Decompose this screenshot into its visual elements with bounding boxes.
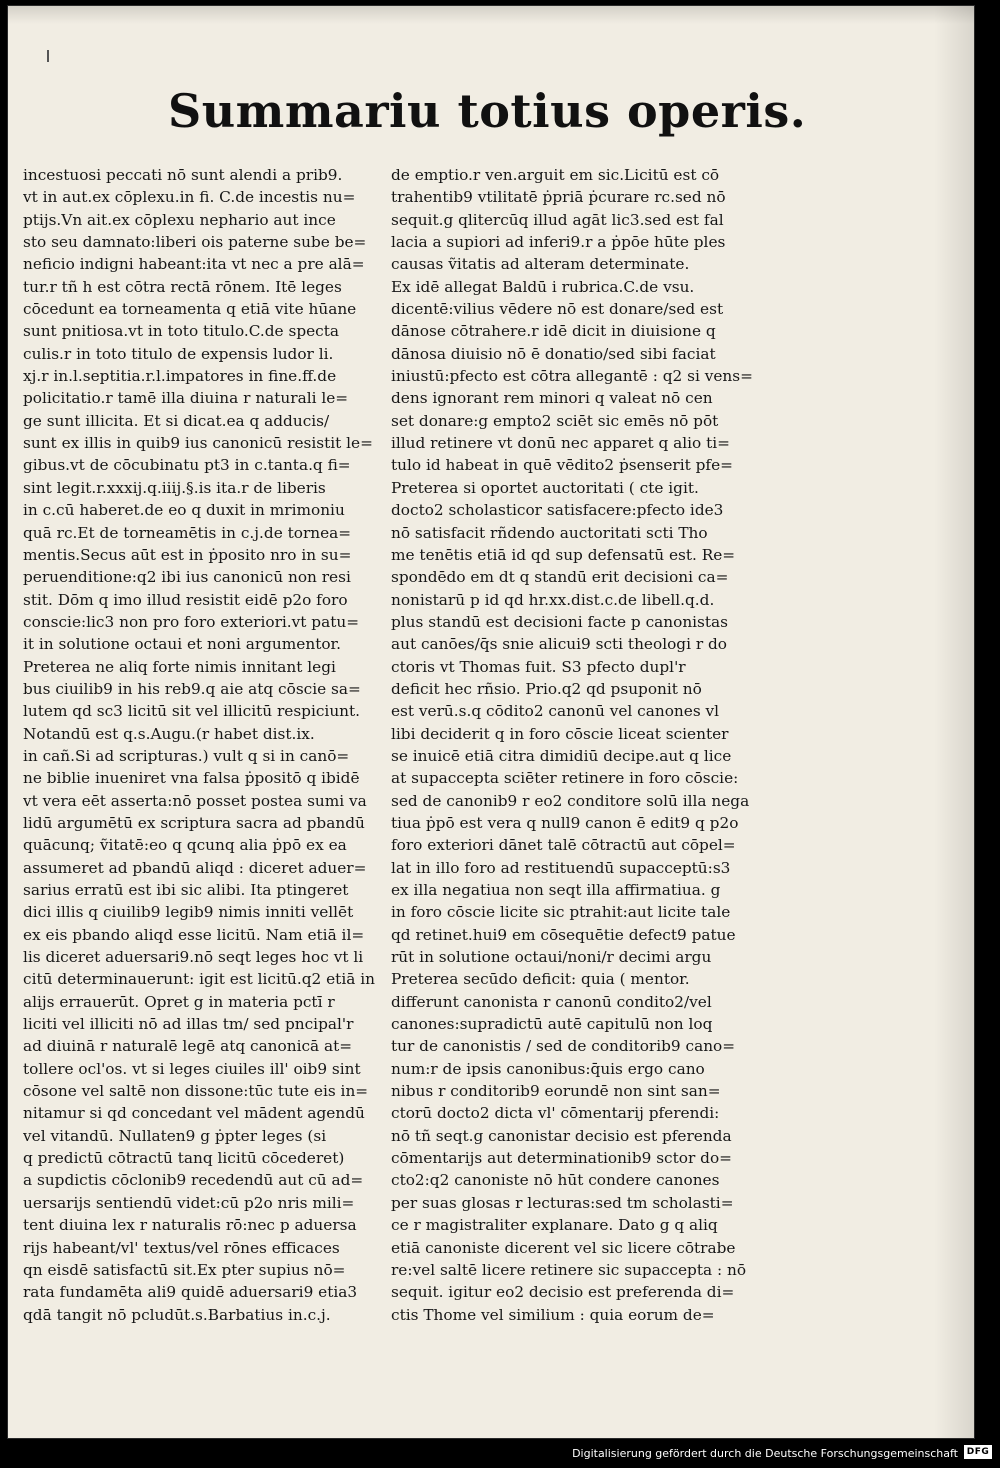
text-line: rata fundamēta ali9 quidē aduersari9 etia3	[23, 1283, 358, 1302]
text-line: liciti vel illiciti nō ad illas tm/ sed pncipal'r	[23, 1015, 354, 1034]
text-line: ne biblie inueniret vna falsa ṗpositō q ibidē	[23, 769, 360, 788]
text-line: ce r magistraliter explanare. Dato g q aliq	[391, 1216, 718, 1235]
text-line: lis diceret aduersari9.nō seqt leges hoc vt li	[23, 948, 364, 967]
text-line: alijs errauerūt. Opret g in materia pctī r	[23, 992, 335, 1011]
text-line: sint legit.r.xxxij.q.iiij.§.is ita.r de liberis	[23, 478, 326, 497]
text-line: tiua ṗpō est vera q null9 canon ē edit9 q p2o	[391, 813, 739, 832]
text-line: illud retinere vt donū nec apparet q alio ti=	[391, 434, 730, 453]
text-line: in c.cū haberet.de eo q duxit in mrimoniu	[23, 501, 345, 520]
text-line: canones:supradictū autē capitulū non loq	[391, 1015, 713, 1034]
text-line: lutem qd sc3 licitū sit vel illicitū respiciunt.	[23, 702, 361, 721]
text-line: sunt pnitiosa.vt in toto titulo.C.de specta	[23, 322, 340, 341]
book-page	[7, 5, 975, 1439]
text-line: plus standū est decisioni facte p canonistas	[391, 612, 729, 631]
text-line: qdā tangit nō pcludūt.s.Barbatius in.c.j.	[23, 1305, 331, 1324]
text-line: q predictū cōtractū tanq licitū cōcederet)	[23, 1149, 345, 1168]
text-line: ctorū docto2 dicta vl' cōmentarij pferendi:	[391, 1104, 720, 1123]
text-line: rijs habeant/vl' textus/vel rōnes efficaces	[23, 1238, 340, 1257]
text-line: qd retinet.hui9 em cōsequētie defect9 patue	[391, 925, 736, 944]
text-line: qn eisdē satisfactū sit.Ex pter supius nō=	[23, 1260, 346, 1279]
text-line: Preterea si oportet auctoritati ( cte igit.	[391, 478, 699, 497]
text-line: cōsone vel saltē non dissone:tūc tute eis in=	[23, 1082, 369, 1101]
text-line: cōcedunt ea torneamenta q etiā vite hūane	[23, 300, 357, 319]
text-line: sarius erratū est ibi sic alibi. Ita ptingeret	[23, 881, 349, 899]
text-line: vel vitandū. Nullaten9 g ṗpter leges (si	[23, 1126, 327, 1145]
text-line: trahentib9 vtilitatē ṗpriā ṗcurare rc.sed nō	[391, 188, 726, 207]
page-edge-shadow	[934, 6, 974, 1438]
left-text-column	[23, 164, 388, 1326]
text-line: gibus.vt de cōcubinatu pt3 in c.tanta.q fi=	[23, 456, 351, 475]
text-line: tur de canonistis / sed de conditorib9 cano=	[391, 1037, 736, 1056]
text-line: at supaccepta sciēter retinere in foro cōscie:	[391, 769, 739, 788]
text-line: etiā canoniste dicerent vel sic licere cōtrabe	[391, 1238, 736, 1257]
text-line: sed de canonib9 r eo2 conditore solū illa nega	[391, 791, 750, 810]
page-title: Summariu totius operis.	[168, 84, 807, 138]
text-line: dānosa diuisio nō ē donatio/sed sibi faciat	[391, 344, 716, 363]
text-line: ctis Thome vel similium : quia eorum de=	[391, 1305, 715, 1324]
dfg-logo: DFG	[964, 1445, 992, 1459]
text-line: conscie:lic3 non pro foro exteriori.vt patu=	[23, 612, 360, 631]
text-line: causas ṽitatis ad alteram determinate.	[391, 255, 690, 274]
text-line: foro exteriori dānet talē cōtractū aut cōpel=	[391, 836, 736, 855]
page-top-shadow	[8, 6, 974, 24]
text-line: num:r de ipsis canonibus:q̄uis ergo cano	[391, 1059, 705, 1078]
text-line: dānose cōtrahere.r idē dicit in diuisione q	[391, 322, 716, 341]
footer-bar	[0, 1440, 1000, 1468]
text-line: citū determinauerunt: igit est licitū.q2 etiā in	[23, 970, 375, 989]
text-line: cto2:q2 canoniste nō hūt condere canones	[391, 1171, 720, 1190]
right-text-column	[391, 164, 767, 1326]
text-line: iniustū:pfecto est cōtra allegantē : q2 si vens=	[391, 367, 753, 386]
text-line: quācunq; ṽitatē:eo q qcunq alia ṗpō ex ea	[23, 836, 347, 855]
text-line: Preterea ne aliq forte nimis innitant legi	[23, 657, 336, 676]
text-line: Ex idē allegat Baldū i rubrica.C.de vsu.	[391, 277, 695, 296]
text-line: nitamur si qd concedant vel mādent agendū	[23, 1104, 365, 1123]
text-line: aut canōes/q̄s snie alicui9 scti theologi r do	[391, 635, 728, 654]
text-line: de emptio.r ven.arguit em sic.Licitū est cō	[391, 166, 720, 184]
text-line: tent diuina lex r naturalis rō:nec p aduersa	[23, 1216, 357, 1235]
text-line: tollere ocl'os. vt si leges ciuiles ill' oib9 sint	[23, 1059, 361, 1078]
text-line: sunt ex illis in quib9 ius canonicū resistit le=	[23, 434, 373, 453]
text-line: cōmentarijs aut determinationib9 sctor do=	[391, 1149, 732, 1168]
text-line: dicentē:vilius vēdere nō est donare/sed est	[391, 300, 724, 319]
text-line: se inuicē etiā citra dimidiū decipe.aut q lice	[391, 746, 732, 765]
text-line: re:vel saltē licere retinere sic supaccepta : nō	[391, 1260, 747, 1279]
text-line: docto2 scholasticor satisfacere:pfecto ide3	[391, 501, 724, 520]
text-line: incestuosi peccati nō sunt alendi a prib9.	[23, 166, 343, 184]
text-line: quā rc.Et de torneamētis in c.j.de tornea=	[23, 523, 352, 542]
text-line: dici illis q ciuilib9 legib9 nimis inniti vellēt	[23, 903, 354, 922]
text-line: ad diuinā r naturalē legē atq canonicā at=	[23, 1037, 353, 1056]
text-line: neficio indigni habeant:ita vt nec a pre alā=	[23, 255, 365, 274]
text-line: mentis.Secus aūt est in ṗposito nro in su=	[23, 545, 352, 564]
text-line: culis.r in toto titulo de expensis ludor li.	[23, 344, 334, 363]
text-line: nonistarū p id qd hr.xx.dist.c.de libell.q.d.	[391, 590, 715, 609]
text-line: Notandū est q.s.Augu.(r habet dist.ix.	[23, 724, 315, 743]
text-line: ge sunt illicita. Et si dicat.ea q adducis/	[23, 411, 330, 430]
text-line: rūt in solutione octaui/noni/r decimi argu	[391, 948, 712, 967]
text-line: Preterea secūdo deficit: quia ( mentor.	[391, 970, 690, 989]
funding-credit: Digitalisierung gefördert durch die Deutsche Forschungsgemeinschaft	[572, 1447, 958, 1460]
text-line: sto seu damnato:liberi ois paterne sube be=	[23, 233, 367, 252]
text-line: per suas glosas r lecturas:sed tm scholasti=	[391, 1193, 734, 1212]
text-line: sequit. igitur eo2 decisio est preferenda di=	[391, 1283, 735, 1302]
text-line: deficit hec rñsio. Prio.q2 qd psuponit nō	[391, 679, 702, 698]
text-line: ex eis pbando aliqd esse licitū. Nam etiā il=	[23, 925, 365, 944]
text-line: est verū.s.q cōdito2 canonū vel canones vl	[391, 702, 720, 721]
text-line: vt in aut.ex cōplexu.in fi. C.de incestis nu=	[23, 188, 356, 207]
text-line: in foro cōscie licite sic ptrahit:aut licite tale	[391, 903, 731, 922]
text-line: tur.r tñ h est cōtra rectā rōnem. Itē leges	[23, 277, 342, 296]
text-line: lat in illo foro ad restituendū supacceptū:s3	[391, 858, 731, 877]
text-line: dens ignorant rem minori q valeat nō cen	[391, 389, 713, 408]
text-line: bus ciuilib9 in his reb9.q aie atq cōscie sa=	[23, 679, 361, 698]
text-line: nō satisfacit rñdendo auctoritati scti Tho	[391, 523, 708, 542]
text-line: assumeret ad pbandū aliqd : diceret aduer=	[23, 858, 367, 877]
text-line: uersarijs sentiendū videt:cū p2o nris mili=	[23, 1193, 355, 1212]
text-line: set donare:g empto2 sciēt sic emēs nō pōt	[391, 411, 719, 430]
text-line: ex illa negatiua non seqt illa affirmatiua. g	[391, 881, 721, 899]
text-line: a supdictis cōclonib9 recedendū aut cū ad=	[23, 1171, 364, 1190]
text-line: ptijs.Vn ait.ex cōplexu nephario aut ince	[23, 210, 336, 229]
text-line: lacia a supiori ad inferi9.r a ṗpōe hūte ples	[391, 233, 726, 252]
text-line: tulo id habeat in quē vēdito2 ṗsenserit pfe=	[391, 456, 733, 475]
text-line: it in solutione octaui et noni argumentor.	[23, 635, 342, 654]
text-line: ctoris vt Thomas fuit. S3 pfecto dupl'r	[391, 657, 686, 676]
text-line: lidū argumētū ex scriptura sacra ad pbandū	[23, 813, 365, 832]
text-line: nō tñ seqt.g canonistar decisio est pferenda	[391, 1126, 732, 1145]
text-line: differunt canonista r canonū condito2/vel	[391, 992, 712, 1011]
text-line: me tenētis etiā id qd sup defensatū est. Re=	[391, 545, 736, 564]
text-line: vt vera eēt asserta:nō posset postea sumi va	[23, 791, 367, 810]
text-line: stit. Dōm q imo illud resistit eidē p2o foro	[23, 590, 348, 609]
text-line: sequit.g qlitercūq illud agāt lic3.sed est fal	[391, 210, 724, 229]
text-line: libi deciderit q in foro cōscie liceat scienter	[391, 724, 729, 743]
text-line: xj.r in.l.septitia.r.l.impatores in fine.ff.de	[23, 367, 337, 386]
text-line: policitatio.r tamē illa diuina r naturali le=	[23, 389, 349, 408]
stray-ink-mark	[47, 50, 49, 62]
text-line: in cañ.Si ad scripturas.) vult q si in canō=	[23, 746, 350, 765]
text-line: peruenditione:q2 ibi ius canonicū non resi	[23, 568, 351, 587]
text-line: spondēdo em dt q standū erit decisioni ca=	[391, 568, 729, 587]
text-line: nibus r conditorib9 eorundē non sint san=	[391, 1082, 721, 1101]
